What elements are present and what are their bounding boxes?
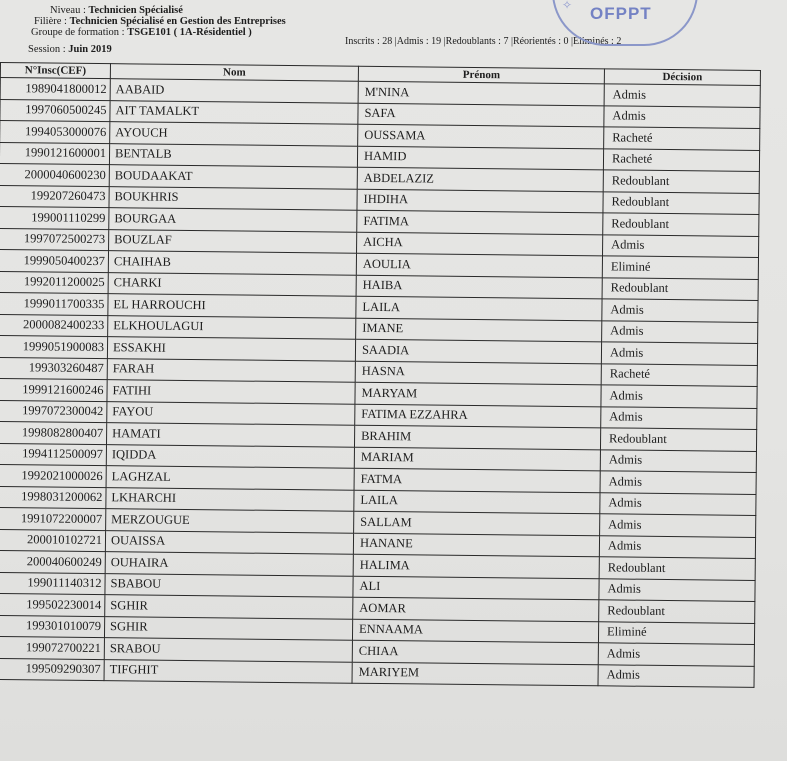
cell-decision: Redoublant [603,191,759,214]
cell-prenom: LAILA [356,296,602,320]
col-header-prenom: Prénom [358,66,604,84]
cell-prenom: ABDELAZIZ [357,167,603,191]
cell-prenom: FATMA [354,468,600,492]
cell-nom: CHARKI [108,272,356,296]
cell-nom: SGHIR [105,595,353,619]
session-value: Juin 2019 [68,44,112,55]
groupe-line [31,27,252,39]
stats-summary: Inscrits : 28 |Admis : 19 |Redoublants : 7 |Réorientés : 0 |Eliminés : 2 [345,36,622,47]
cell-prenom: OUSSAMA [358,124,604,148]
cell-cef: 1998082800407 [0,421,107,444]
cell-nom: SRABOU [104,638,352,662]
cell-decision: Admis [601,385,757,408]
cell-decision: Racheté [601,363,757,386]
cell-prenom: M'NINA [358,81,604,105]
cell-decision: Admis [601,342,757,365]
cell-nom: HAMATI [107,423,355,447]
cell-prenom: IMANE [356,318,602,342]
cell-cef: 2000082400233 [0,314,108,337]
cell-nom: FATIHI [107,380,355,404]
cell-prenom: CHIAA [352,640,598,664]
cell-nom: BOUDAAKAT [109,165,357,189]
cell-cef: 1999121600246 [0,378,107,401]
cell-prenom: MARYAM [355,382,601,406]
stamp-mark-icon: ✧ [562,0,573,12]
cell-decision: Admis [599,578,755,601]
col-header-cef: N°Insc(CEF) [0,63,110,79]
cell-nom: SBABOU [105,573,353,597]
cell-prenom: ALI [353,576,599,600]
cell-prenom: ENNAAMA [352,619,598,643]
cell-prenom: LAILA [354,490,600,514]
cell-cef: 199502230014 [0,593,105,616]
cell-cef: 1999050400237 [0,249,109,272]
cell-prenom: SALLAM [354,511,600,535]
cell-cef: 1992011200025 [0,271,108,294]
cell-nom: OUHAIRA [105,552,353,576]
cell-cef: 199301010079 [0,615,105,638]
cell-prenom: AICHA [357,232,603,256]
cell-decision: Admis [599,535,755,558]
cell-prenom: HAIBA [356,275,602,299]
results-table-wrap [0,62,760,682]
results-table [0,62,761,688]
cell-cef: 1997072300042 [0,400,107,423]
session-label: Session : [28,44,69,55]
table-body [0,78,760,688]
cell-cef: 1991072200007 [0,507,106,530]
cell-decision: Redoublant [599,557,755,580]
cell-cef: 199072700221 [0,636,104,659]
cell-nom: CHAIHAB [108,251,356,275]
cell-cef: 2000040600230 [0,163,109,186]
cell-nom: TIFGHIT [104,659,352,683]
cell-nom: BOUKHRIS [109,186,357,210]
cell-decision: Admis [598,643,754,666]
cell-nom: AABAID [110,79,358,103]
cell-cef: 199011140312 [0,572,105,595]
cell-cef: 1992021000026 [0,464,106,487]
niveau-value: Technicien Spécialisé [88,5,183,16]
cell-cef: 1994112500097 [0,443,107,466]
cell-prenom: HASNA [355,361,601,385]
col-header-nom: Nom [110,64,358,82]
cell-decision: Admis [604,105,760,128]
cell-nom: SGHIR [104,616,352,640]
cell-nom: BENTALB [109,143,357,167]
cell-decision: Admis [602,320,758,343]
cell-nom: AYOUCH [110,122,358,146]
cell-prenom: MARIAM [354,447,600,471]
stamp-text: OFPPT [590,4,652,23]
cell-nom: OUAISSA [105,530,353,554]
cell-nom: IQIDDA [106,444,354,468]
cell-decision: Admis [600,449,756,472]
cell-nom: BOURGAA [109,208,357,232]
cell-decision: Admis [598,664,754,687]
cell-decision: Redoublant [603,213,759,236]
cell-cef: 1997072500273 [0,228,109,251]
cell-cef: 199207260473 [0,185,109,208]
cell-prenom: BRAHIM [354,425,600,449]
cell-decision: Eliminé [602,256,758,279]
cell-prenom: HANANE [353,533,599,557]
cell-nom: FAYOU [107,401,355,425]
cell-cef: 199303260487 [0,357,107,380]
cell-nom: BOUZLAF [109,229,357,253]
cell-decision: Admis [600,492,756,515]
cell-nom: LKHARCHI [106,487,354,511]
cell-nom: ELKHOULAGUI [108,315,356,339]
filiere-value: Technicien Spécialisé en Gestion des Entreprises [69,16,286,27]
cell-cef: 200040600249 [0,550,105,573]
cell-decision: Eliminé [598,621,754,644]
cell-prenom: SAADIA [355,339,601,363]
cell-prenom: FATIMA [357,210,603,234]
niveau-label: Niveau : [50,5,89,16]
cell-prenom: HALIMA [353,554,599,578]
cell-prenom: FATIMA EZZAHRA [355,404,601,428]
cell-nom: FARAH [107,358,355,382]
cell-cef: 1989041800012 [0,78,110,101]
cell-decision: Admis [600,514,756,537]
cell-cef: 1999011700335 [0,292,108,315]
cell-cef: 1998031200062 [0,486,106,509]
cell-decision: Redoublant [600,428,756,451]
groupe-label: Groupe de formation : [31,27,128,38]
cell-prenom: IHDIHA [357,189,603,213]
cell-decision: Admis [603,234,759,257]
cell-nom: AIT TAMALKT [110,100,358,124]
col-header-decision: Décision [604,69,760,86]
cell-nom: ESSAKHI [107,337,355,361]
cell-decision: Admis [601,406,757,429]
cell-nom: EL HARROUCHI [108,294,356,318]
cell-decision: Admis [600,471,756,494]
cell-prenom: SAFA [358,103,604,127]
cell-prenom: MARIYEM [352,662,598,686]
cell-cef: 1994053000076 [0,121,110,144]
cell-decision: Racheté [604,127,760,150]
cell-decision: Admis [602,299,758,322]
cell-prenom: AOMAR [353,597,599,621]
groupe-value: TSGE101 ( 1A-Résidentiel ) [127,27,252,38]
cell-nom: MERZOUGUE [106,509,354,533]
cell-cef: 1997060500245 [0,99,110,122]
cell-decision: Redoublant [599,600,755,623]
cell-cef: 1999051900083 [0,335,108,358]
cell-cef: 199001110299 [0,206,109,229]
cell-cef: 200010102721 [0,529,106,552]
cell-decision: Racheté [603,148,759,171]
cell-prenom: HAMID [357,146,603,170]
cell-cef: 1990121600001 [0,142,110,165]
cell-prenom: AOULIA [356,253,602,277]
cell-decision: Redoublant [603,170,759,193]
cell-cef: 199509290307 [0,658,104,681]
cell-decision: Redoublant [602,277,758,300]
cell-decision: Admis [604,84,760,107]
cell-nom: LAGHZAL [106,466,354,490]
filiere-label: Filière : [34,16,70,27]
session-line [28,44,112,56]
